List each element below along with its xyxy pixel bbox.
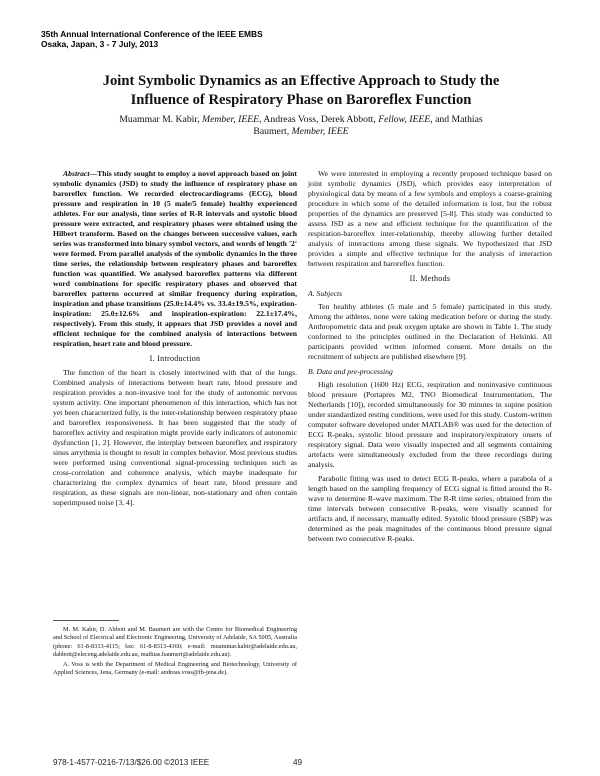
- section-heading-introduction: I. Introduction: [149, 354, 201, 363]
- conference-name: 35th Annual International Conference of the IEEE EMBS: [41, 29, 263, 39]
- isbn-footer: 978-1-4577-0216-7/13/$26.00 ©2013 IEEE: [53, 758, 210, 767]
- abstract: [53, 169, 297, 349]
- author-4: , and Mathias: [430, 114, 483, 125]
- footnote-rule: [53, 620, 119, 621]
- intro-paragraph: The function of the heart is closely intertwined with that of the lungs. Combined analysis of interactions between heart rate, blood pressure and respiration provides a non-invasive tool for the study of autonomic nervous system activity. One important phenomenon of this interaction, which has not yet been characterized fully, is the inter-relationship between respiratory phase and baroreflex responsiveness. It has been suggested that the study of baroreflex activity and respiration might provide early indicators of autonomic dysfunction [1, 2]. However, the interplay between baroreflex and respiratory sinus arrythmia is thought to result in complex behavior. Most previous studies were performed using conventional signal-processing techniques such as cross-correlation and coherence analysis, which maybe inadequate for characterizing the complex dynamics of heart rate, blood pressure and respiration, as these signals are non-linear, non-stationary and often contain superimposed noise [3, 4].: [53, 368, 297, 507]
- title-line-2: Influence of Respiratory Phase on Baroreflex Function: [130, 92, 472, 108]
- section-heading-methods: II. Methods: [409, 274, 451, 283]
- footnote-affiliation-2: A. Voss is with the Department of Medical Engineering and Biotechnology, University of Applied Sciences, Jena, Germany (e-mail: andreas.voss@fh-jena.de).: [53, 661, 297, 677]
- paper-title: [40, 72, 562, 110]
- subsection-heading-subjects: A. Subjects: [308, 289, 343, 298]
- author-1: Muammar M. Kabir,: [119, 114, 203, 125]
- author-4-surname: Baumert,: [253, 126, 292, 137]
- author-3-grade: Fellow, IEEE: [378, 114, 431, 125]
- subjects-paragraph: Ten healthy athletes (5 male and 5 female) participated in this study. Among the athletes, none were taking medication before or during the study. Anthropometric data and peak oxygen uptake are shown in Table 1. The study conformed to the principles outlined in the Declaration of Helsinki. All participants provided written informed consent. More details on the recruitment of subjects are published elsewhere [9].: [308, 302, 552, 361]
- page-number: 49: [293, 758, 303, 767]
- author-4-grade: Member, IEEE: [291, 126, 349, 137]
- footnotes: [53, 626, 297, 678]
- author-1-grade: Member, IEEE: [202, 114, 260, 125]
- author-2-3: , Andreas Voss, Derek Abbott,: [259, 114, 379, 125]
- data-paragraph-2: Parabolic fitting was used to detect ECG R-peaks, where a parabola of a length based on the sampling frequency of ECG signal is fitted around the R-wave to determine R-wave maximum. The R-R time series, obtained from the time intervals between consecutive R-peaks, were visually scanned for artifacts and, if necessary, manually edited. Systolic blood pressure (SBP) was determined as the peak magnitudes of the continuous blood pressure signal between two consecutive R-peaks.: [308, 474, 552, 543]
- right-column: [308, 169, 552, 544]
- intro-paragraph-2: We were interested in employing a recently proposed technique based on joint symbolic dynamics (JSD), which provides easy interpretation of physiological data by means of a few symbols and employs a coarse-graining procedure in which some of the detailed information is lost, but the robust properties of the dynamics are preserved [5-8]. This study was conducted to assess JSD as a new and efficient technique for the quantification of the respiration-baroreflex inter-relationship, thereby allowing further detailed analysis of interactions among these signals. We hypothesized that JSD provides a simple and effective technique for the analysis of interaction between respiration and baroreflex function.: [308, 169, 552, 268]
- abstract-label: Abstract: [63, 169, 90, 178]
- subsection-heading-data: B. Data and pre-processing: [308, 367, 393, 376]
- author-list: [40, 114, 562, 138]
- conference-header: [41, 29, 263, 49]
- title-line-1: Joint Symbolic Dynamics as an Effective Approach to Study the: [102, 73, 500, 89]
- abstract-text: —This study sought to employ a novel approach based on joint symbolic dynamics (JSD) to study the influence of respiratory phase on baroreflex function. We recorded electrocardiograms (ECG), blood pressure and respiration in 10 (5 male/5 female) healthy experienced athletes. For our analysis, time series of R-R intervals and systolic blood pressure were extracted, and respiratory phases were obtained using the Hilbert transform. Based on the changes between successive values, each series was transformed into binary symbol vectors, and words of length '2' were formed. From parallel analysis of the symbolic dynamics in the three time series, the relationship between respiratory phases and baroreflex function was quantified. We analysed baroreflex patterns via different word combinations for specific respiratory phases and observed that baroreflex patterns occurred at similar frequency during expiration, inspiration and phase transitions (25.0±14.4% vs. 33.4±19.5%, expiration-inspiration: 25.0±12.6% and inspiration-expiration: 22.1±17.4%, respectively). From this study, it appears that JSD provides a novel and efficient technique for the combined analysis of interactions between respiration, heart rate and blood pressure.: [53, 169, 297, 348]
- conference-location: Osaka, Japan, 3 - 7 July, 2013: [41, 39, 159, 49]
- data-paragraph-1: High resolution (1600 Hz) ECG, respiration and noninvasive continuous blood pressure (Portapres M2, TNO Biomedical Instrumentation, The Netherlands [10]), recorded simultaneously for 30 minutes in supine position under standardized resting conditions, were used for this study. Custom-written computer software developed under MATLAB® was used for the detection of ECG R-peaks, systolic blood pressure and inspiratory/expiratory onsets of respiratory signal. Data were visually inspected and all segments containing artefacts were simultaneously excluded from the three recordings during analysis.: [308, 380, 552, 469]
- footnote-affiliation-1: M. M. Kabir, D. Abbott and M. Baumert are with the Centre for Biomedical Engineering and School of Electrical and Electronic Engineering, University of Adelaide, SA 5005, Australia (phone: 61-8-8313-4115; fax: 61-8-8313-4360; e-mail: muammar.kabir@adelaide.edu.au, dabbott@eleceng.adelaide.edu.au, mathias.baumert@adelaide.edu.au).: [53, 626, 297, 658]
- left-column: [53, 169, 297, 508]
